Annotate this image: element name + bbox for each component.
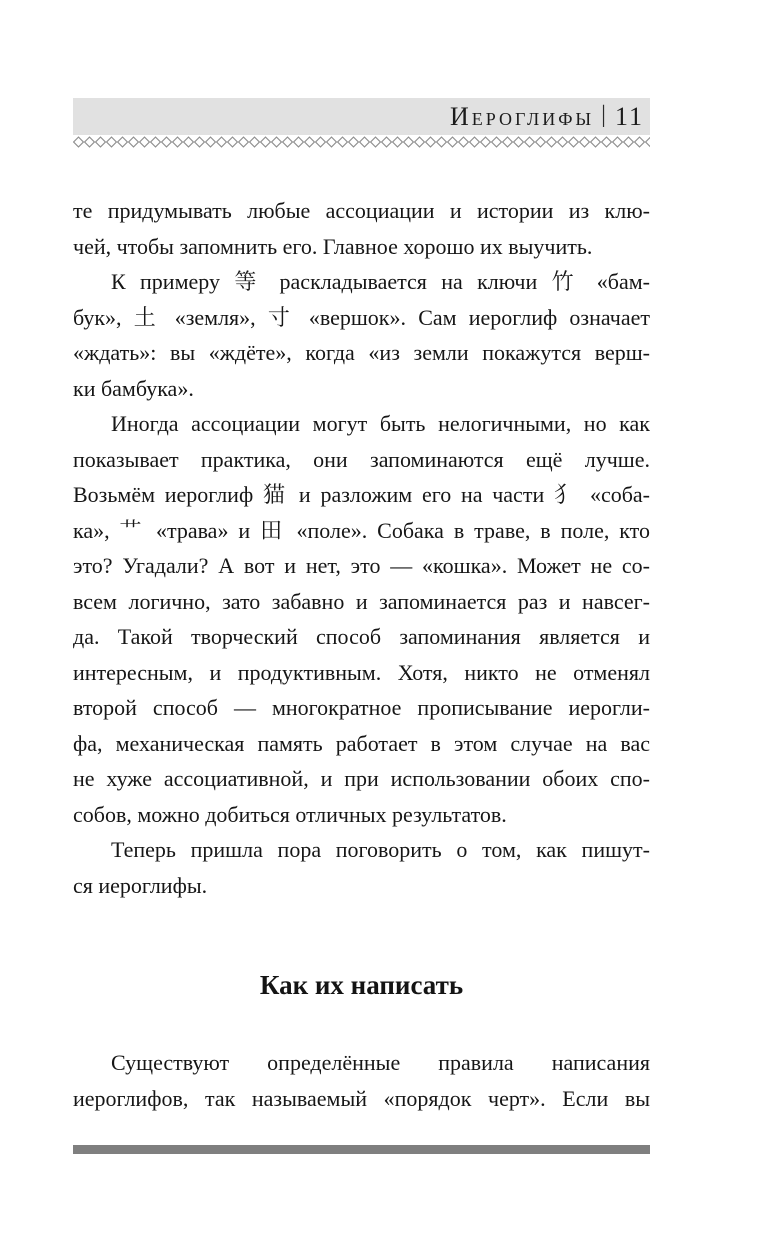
header-separator: |: [601, 102, 606, 128]
text-line: Возьмём иероглиф 猫 и разложим его на части 犭 «соба-: [73, 482, 650, 507]
text-line: ка», 艹 «трава» и 田 «поле». Собака в траве, в поле, кто: [73, 517, 650, 543]
text-line: показывает практика, они запоминаются ещё лучше.: [73, 446, 650, 472]
text-line: всем логично, зато забавно и запоминается раз и навсег-: [73, 588, 650, 614]
text-line: да. Такой творческий способ запоминания является и: [73, 624, 650, 649]
text-line: те придумывать любые ассоциации и истории из клю-: [73, 198, 650, 223]
text-line: Иногда ассоциации могут быть нелогичными, но как: [111, 411, 650, 436]
text-line: чей, чтобы запомнить его. Главное хорошо их выучить.: [73, 233, 593, 259]
running-header: [73, 98, 650, 135]
footer-bar: [73, 1145, 650, 1154]
text-line: ки бамбука».: [73, 375, 194, 401]
text-line: собов, можно добиться отличных результатов.: [73, 801, 507, 827]
text-line: интересным, и продуктивным. Хотя, никто не отменял: [73, 659, 650, 685]
page-number: 11: [614, 101, 644, 131]
text-line: второй способ — многократное прописывание иерогли-: [73, 695, 650, 720]
section-heading: Как их написать: [259, 970, 464, 1000]
text-line: фа, механическая память работает в этом случае на вас: [73, 730, 650, 756]
text-line: иероглифов, так называемый «порядок черт». Если вы: [73, 1085, 650, 1111]
chapter-title: Иероглифы: [449, 101, 595, 131]
body-text-continued: [73, 1045, 650, 1116]
text-line: бук», 土 «земля», 寸 «вершок». Сам иероглиф означает: [73, 304, 650, 330]
text-column: [73, 98, 650, 1154]
text-line: «ждать»: вы «ждёте», когда «из земли покажутся верш-: [73, 340, 650, 365]
diamond-ornament-border: [73, 135, 650, 150]
text-line: Теперь пришла пора поговорить о том, как пишут-: [111, 837, 650, 862]
text-line: К примеру 等 раскладывается на ключи 竹 «бам-: [111, 269, 650, 294]
body-text: [73, 193, 650, 903]
text-line: Существуют определённые правила написания: [111, 1050, 650, 1075]
text-line: не хуже ассоциативной, и при использовании обоих спо-: [73, 766, 650, 791]
text-line: ся иероглифы.: [73, 872, 208, 898]
text-line: это? Угадали? А вот и нет, это — «кошка». Может не со-: [73, 553, 650, 578]
